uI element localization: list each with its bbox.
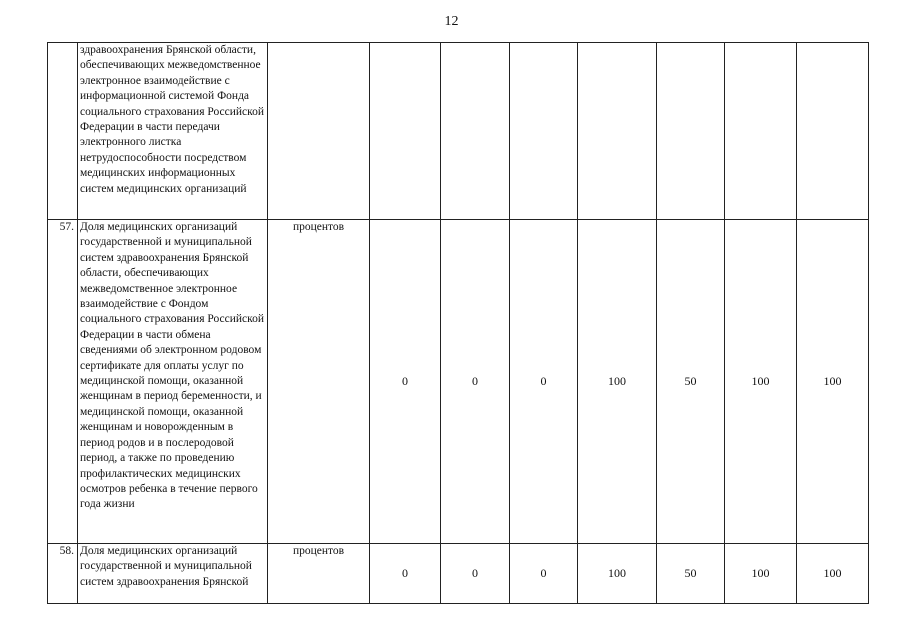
value-cell: 100 bbox=[578, 544, 657, 604]
page-number: 12 bbox=[444, 14, 459, 29]
value-cell: 0 bbox=[370, 220, 441, 544]
value-cell bbox=[441, 43, 510, 220]
value-cell: 0 bbox=[510, 220, 578, 544]
unit-cell: процентов bbox=[268, 544, 370, 604]
value-cell bbox=[797, 43, 869, 220]
row-number: 57. bbox=[48, 220, 78, 544]
value-cell: 0 bbox=[441, 544, 510, 604]
row-number bbox=[48, 43, 78, 220]
indicator-description: Доля медицинских организаций государственной и муниципальной систем здравоохранения Брянской bbox=[78, 544, 268, 604]
unit-cell: процентов bbox=[268, 220, 370, 544]
value-cell bbox=[510, 43, 578, 220]
indicators-table bbox=[47, 42, 869, 604]
table-row bbox=[48, 43, 869, 220]
value-cell bbox=[370, 43, 441, 220]
value-cell: 100 bbox=[725, 220, 797, 544]
value-cell bbox=[657, 43, 725, 220]
table-row bbox=[48, 544, 869, 604]
value-cell: 0 bbox=[370, 544, 441, 604]
unit-cell bbox=[268, 43, 370, 220]
indicator-description: здравоохранения Брянской области, обеспечивающих межведомственное электронное взаимодействие с информационной системой Фонда социального страхования Российской Федерации в части передачи электронного листка нетрудоспособности посредством медицинских информационных систем медицинских организаций bbox=[78, 43, 268, 220]
row-number: 58. bbox=[48, 544, 78, 604]
value-cell: 0 bbox=[510, 544, 578, 604]
value-cell: 100 bbox=[797, 544, 869, 604]
value-cell: 100 bbox=[797, 220, 869, 544]
table-row bbox=[48, 220, 869, 544]
indicator-description: Доля медицинских организаций государственной и муниципальной систем здравоохранения Брянской области, обеспечивающих межведомственное электронное взаимодействие с Фондом социального страхования Российской Федерации в части обмена сведениями об электронном родовом сертификате для оплаты услуг по медицинской помощи, оказанной женщинам в период беременности, и медицинской помощи, оказанной женщинам и новорожденным в период родов и в послеродовой период, а также по проведению профилактических медицинских осмотров ребенка в течение первого года жизни bbox=[78, 220, 268, 544]
value-cell bbox=[725, 43, 797, 220]
value-cell: 0 bbox=[441, 220, 510, 544]
value-cell: 100 bbox=[725, 544, 797, 604]
value-cell: 50 bbox=[657, 220, 725, 544]
value-cell: 100 bbox=[578, 220, 657, 544]
value-cell bbox=[578, 43, 657, 220]
value-cell: 50 bbox=[657, 544, 725, 604]
